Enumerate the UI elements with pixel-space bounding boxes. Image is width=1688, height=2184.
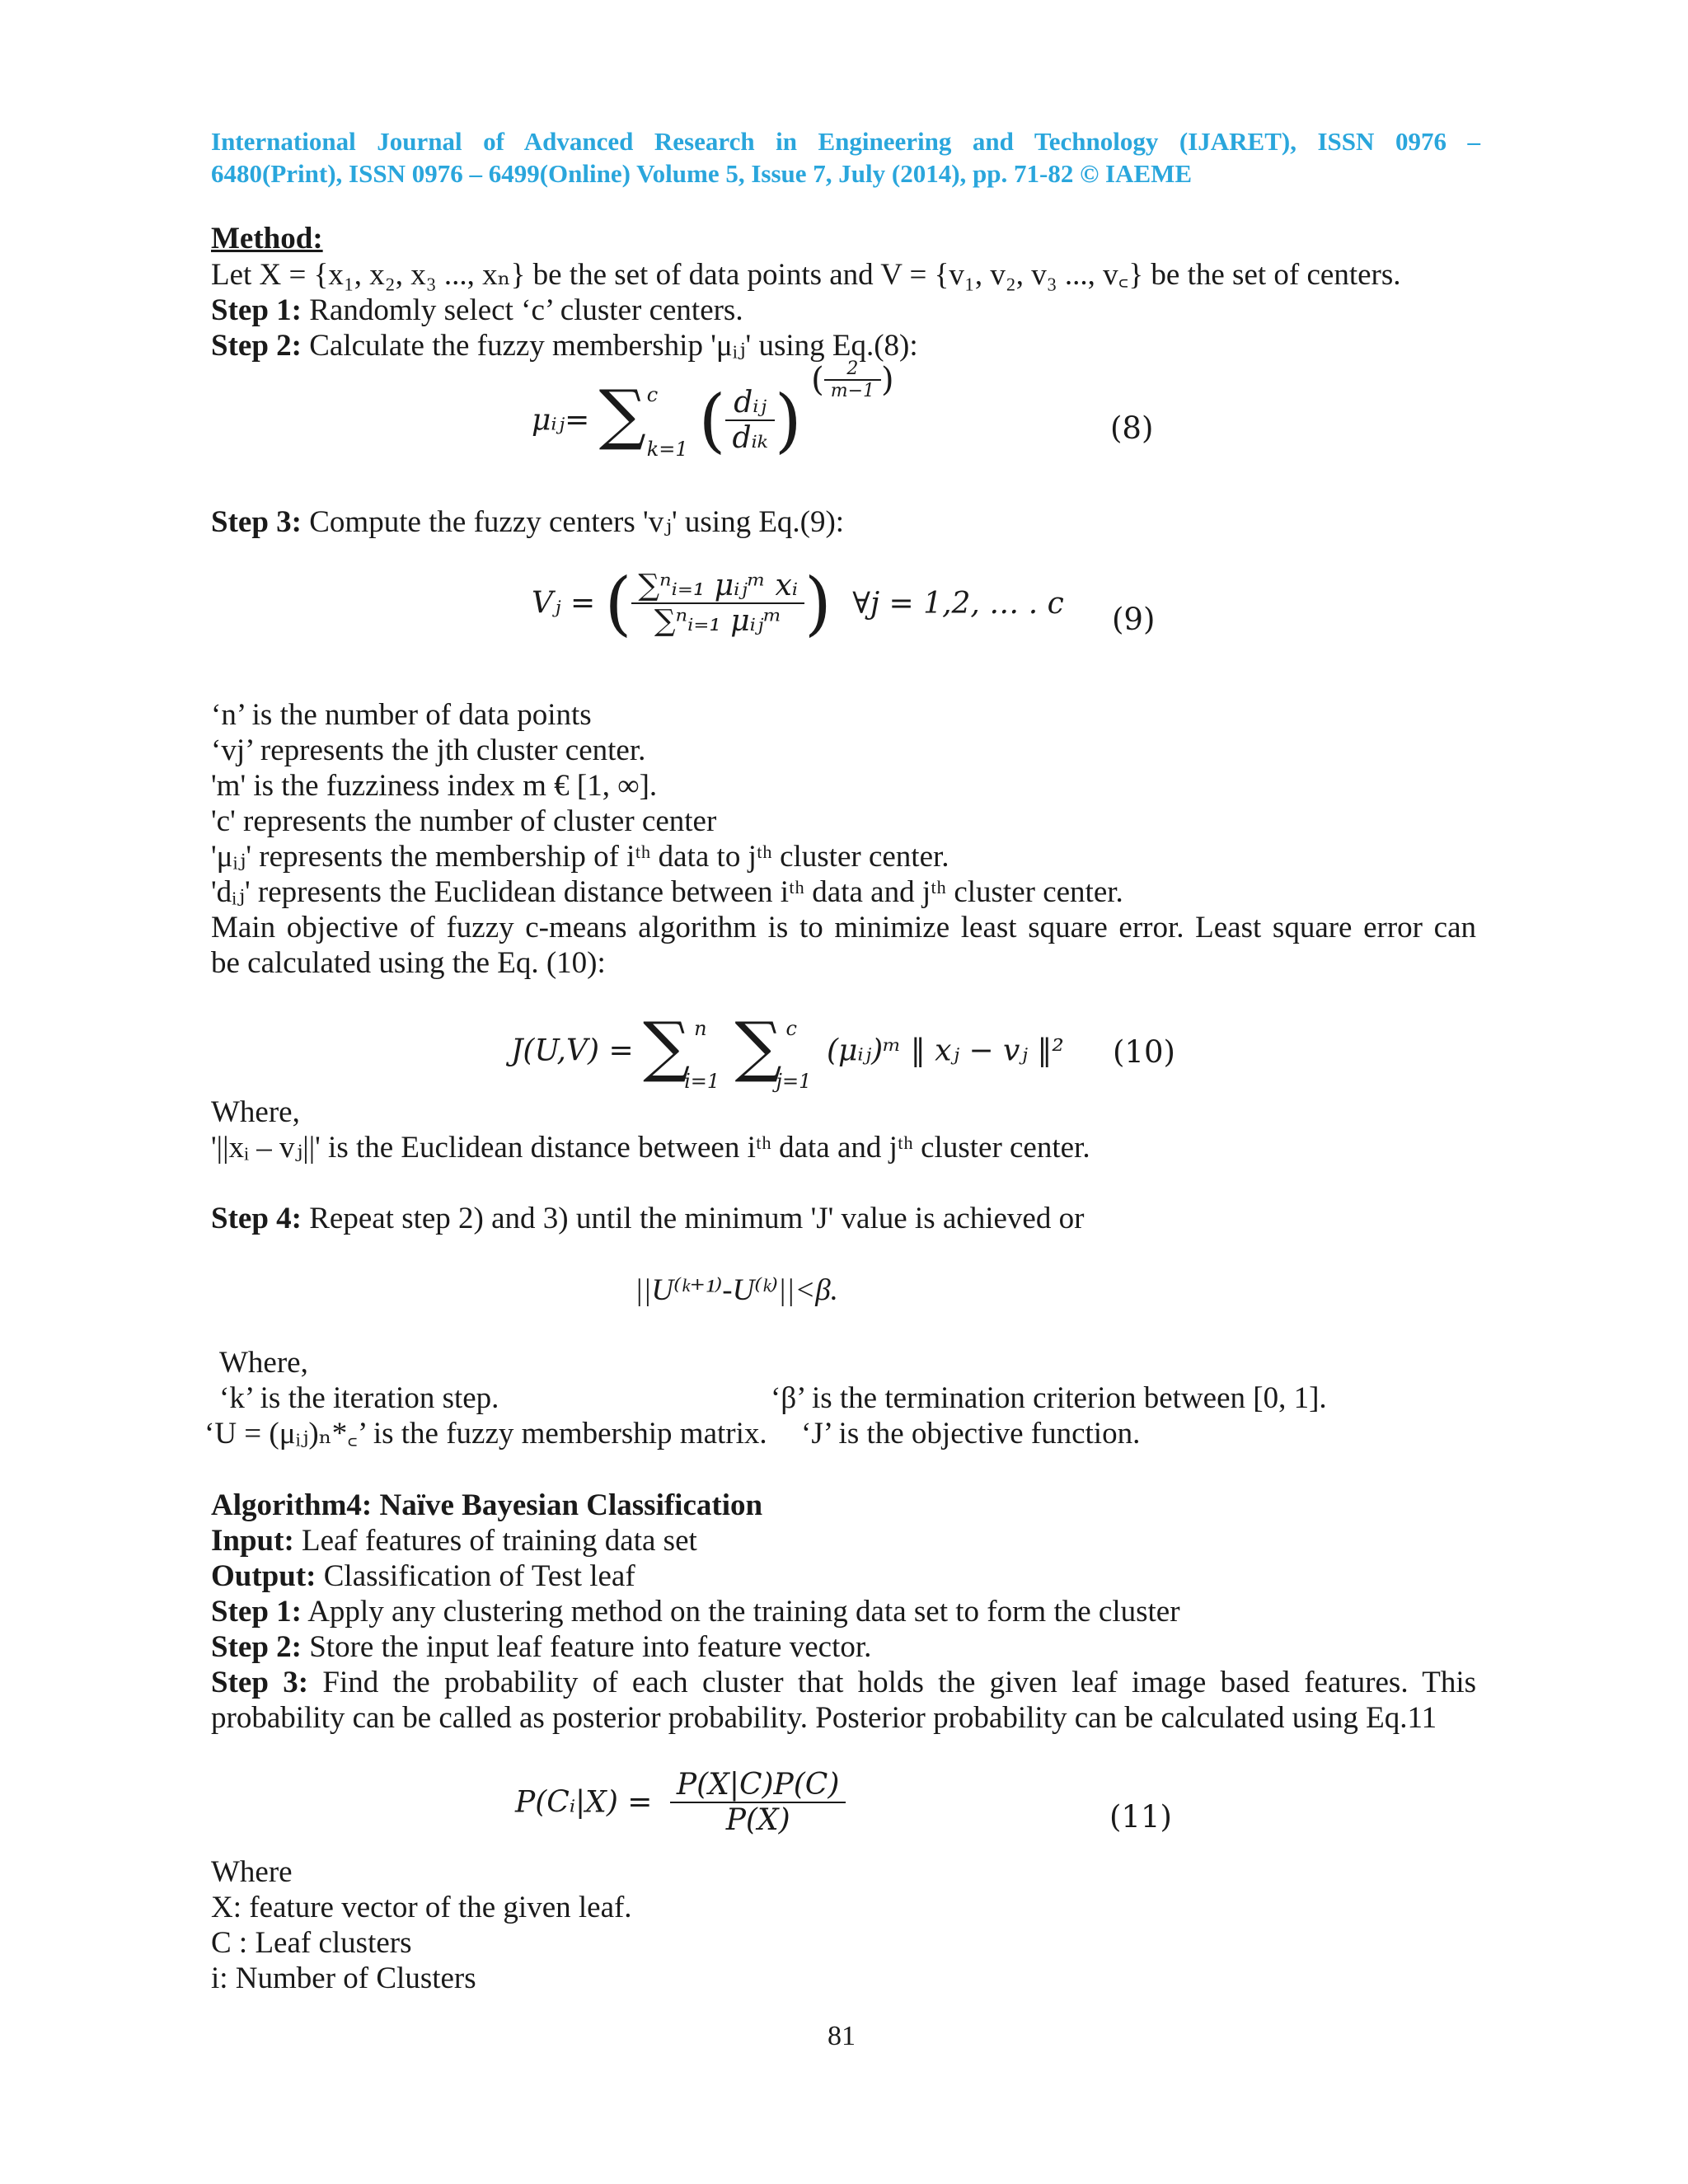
step-label: Step 1: bbox=[211, 1595, 302, 1629]
eq10-sum-j-bottom: j=1 bbox=[776, 1070, 812, 1093]
step-text: Compute the fuzzy centers 'vⱼ' using Eq.(9): bbox=[301, 505, 845, 539]
eq9-denominator: ∑ⁿᵢ₌₁ μᵢⱼᵐ bbox=[654, 604, 782, 638]
method-heading: Method: bbox=[211, 222, 323, 255]
page-number: 81 bbox=[828, 2021, 856, 2051]
eq9-fraction bbox=[631, 569, 804, 638]
input-text: Leaf features of training data set bbox=[293, 1524, 697, 1558]
eq10-sum-j-top: c bbox=[785, 1017, 797, 1040]
step-text: Find the probability of each cluster that holds the given leaf image based features. This bbox=[308, 1666, 1476, 1699]
definition-U: ‘U = (μᵢⱼ)ₙ*꜀’ is the fuzzy membership matrix. bbox=[204, 1417, 767, 1451]
journal-header bbox=[211, 125, 1480, 190]
step-label: Step 2: bbox=[211, 329, 302, 363]
eq8-exp-num: 2 bbox=[824, 359, 881, 381]
objective-line-2: be calculated using the Eq. (10): bbox=[211, 946, 606, 980]
definition-mu: 'μᵢⱼ' represents the membership of iᵗʰ data to jᵗʰ cluster center. bbox=[211, 840, 950, 874]
output-text: Classification of Test leaf bbox=[316, 1559, 635, 1593]
definition-i: i: Number of Clusters bbox=[211, 1961, 476, 1995]
eq11-lhs: P(Cᵢ|X) = bbox=[515, 1785, 653, 1820]
definition-k: ‘k’ is the iteration step. bbox=[219, 1381, 499, 1415]
algorithm4-title: Algorithm4: Naïve Bayesian Classification bbox=[211, 1488, 763, 1522]
eq9-numerator: ∑ⁿᵢ₌₁ μᵢⱼᵐ xᵢ bbox=[631, 569, 804, 604]
eq8-exponent: ( $\frac{2}{m-1}$ ) bbox=[811, 359, 894, 401]
where-label-1: Where, bbox=[211, 1095, 300, 1129]
algorithm4-step-3 bbox=[211, 1665, 1476, 1701]
eq8-denominator: dᵢₖ bbox=[732, 421, 768, 455]
algorithm4-step-3-continued: probability can be called as posterior probability. Posterior probability can be calculated using Eq.11 bbox=[211, 1701, 1437, 1735]
eq11-number: (11) bbox=[1109, 1799, 1172, 1835]
eq10-number: (10) bbox=[1113, 1034, 1175, 1070]
eq9-rhs: ∀j = 1,2, … . c bbox=[852, 586, 1064, 621]
definition-C: C : Leaf clusters bbox=[211, 1926, 412, 1960]
step-text: Store the input leaf feature into feature vector. bbox=[301, 1630, 872, 1664]
header-line-1: International Journal of Advanced Research in Engineering and Technology (IJARET), ISSN 0976 – bbox=[211, 127, 1480, 156]
step-label: Step 1: bbox=[211, 293, 302, 327]
method-intro: Let X = {x₁, x₂, x₃ ..., xₙ} be the set of data points and V = {v₁, v₂, v₃ ..., v꜀} be the set of centers. bbox=[211, 258, 1401, 292]
where-label-2: Where, bbox=[219, 1346, 308, 1380]
definition-J: ‘J’ is the objective function. bbox=[801, 1417, 1141, 1451]
eq8-sum-bottom: k=1 bbox=[646, 438, 688, 461]
eq11-denominator: P(X) bbox=[725, 1803, 790, 1837]
equation-8: μᵢⱼ= ∑ c k=1 ( $\frac{\text{dᵢⱼ}}{\text{dᵢₖ}}$ ) ( $\frac{2}{m-1}$ ) bbox=[532, 375, 894, 466]
step-text: Apply any clustering method on the training data set to form the cluster bbox=[301, 1595, 1180, 1629]
definition-c: 'c' represents the number of cluster center bbox=[211, 804, 717, 838]
algorithm4-step-2 bbox=[211, 1629, 871, 1666]
step-label: Step 4: bbox=[211, 1202, 302, 1235]
eq10-sum-i: ∑ n i=1 bbox=[643, 1008, 720, 1093]
eq8-fraction bbox=[725, 386, 774, 455]
definition-d: 'dᵢⱼ' represents the Euclidean distance between iᵗʰ data and jᵗʰ cluster center. bbox=[211, 875, 1123, 909]
definition-X: X: feature vector of the given leaf. bbox=[211, 1891, 632, 1924]
equation-11 bbox=[515, 1768, 846, 1837]
eq10-sum-i-top: n bbox=[694, 1017, 707, 1040]
eq8-exp-den: m−1 bbox=[830, 381, 875, 401]
eq10-sum-j: ∑ c j=1 bbox=[734, 1008, 812, 1093]
eq10-body: (μᵢⱼ)ᵐ ‖ xⱼ − vⱼ ‖² bbox=[826, 1033, 1064, 1068]
eq10-sum-i-bottom: i=1 bbox=[684, 1070, 720, 1093]
eq10-lhs: J(U,V) = bbox=[511, 1033, 634, 1068]
equation-9: Vⱼ = ( $\frac{\text{∑ⁿᵢ₌₁ μᵢⱼᵐ xᵢ}}{\text{∑ⁿᵢ₌₁ μᵢⱼᵐ}}$ ) ∀j = 1,2, … . c bbox=[532, 563, 1064, 644]
stopping-condition: ||U⁽ᵏ⁺¹⁾-U⁽ᵏ⁾||<β. bbox=[635, 1273, 838, 1307]
step-text: Calculate the fuzzy membership 'μᵢⱼ' using Eq.(8): bbox=[301, 329, 918, 363]
definition-vj: ‘vj’ represents the jth cluster center. bbox=[211, 733, 646, 767]
eq9-number: (9) bbox=[1112, 602, 1156, 637]
definition-n: ‘n’ is the number of data points bbox=[211, 698, 592, 732]
input-label: Input: bbox=[211, 1524, 294, 1558]
definition-beta: ‘β’ is the termination criterion between [0, 1]. bbox=[771, 1381, 1327, 1415]
step-text: Randomly select ‘c’ cluster centers. bbox=[301, 293, 743, 327]
method-step-3 bbox=[211, 504, 844, 541]
step-label: Step 3: bbox=[211, 1666, 309, 1699]
eq9-lhs: Vⱼ = bbox=[532, 586, 596, 621]
header-line-2: 6480(Print), ISSN 0976 – 6499(Online) Volume 5, Issue 7, July (2014), pp. 71-82 © IAEME bbox=[211, 159, 1193, 188]
method-step-4 bbox=[211, 1201, 1084, 1237]
objective-line-1: Main objective of fuzzy c-means algorithm is to minimize least square error. Least square error can bbox=[211, 911, 1476, 944]
where-definition-norm: '||xᵢ – vⱼ||' is the Euclidean distance between iᵗʰ data and jᵗʰ cluster center. bbox=[211, 1131, 1090, 1165]
algorithm4-output bbox=[211, 1558, 635, 1595]
eq11-numerator: P(X|C)P(C) bbox=[670, 1768, 846, 1803]
eq8-sum-top: c bbox=[646, 383, 659, 406]
eq11-fraction bbox=[670, 1768, 846, 1837]
definition-m: 'm' is the fuzziness index m € [1, ∞]. bbox=[211, 769, 658, 803]
where-label-3: Where bbox=[211, 1855, 293, 1889]
eq8-number: (8) bbox=[1110, 410, 1154, 446]
step-label: Step 2: bbox=[211, 1630, 302, 1664]
method-step-1 bbox=[211, 293, 743, 329]
algorithm4-step-1 bbox=[211, 1594, 1180, 1630]
algorithm4-input bbox=[211, 1523, 697, 1559]
output-label: Output: bbox=[211, 1559, 316, 1593]
eq8-lhs: μᵢⱼ= bbox=[532, 403, 590, 438]
step-text: Repeat step 2) and 3) until the minimum 'J' value is achieved or bbox=[301, 1202, 1085, 1235]
equation-10 bbox=[511, 1005, 1064, 1096]
eq8-sum: ∑ c k=1 bbox=[598, 376, 688, 461]
step-label: Step 3: bbox=[211, 505, 302, 539]
eq8-numerator: dᵢⱼ bbox=[725, 386, 774, 421]
